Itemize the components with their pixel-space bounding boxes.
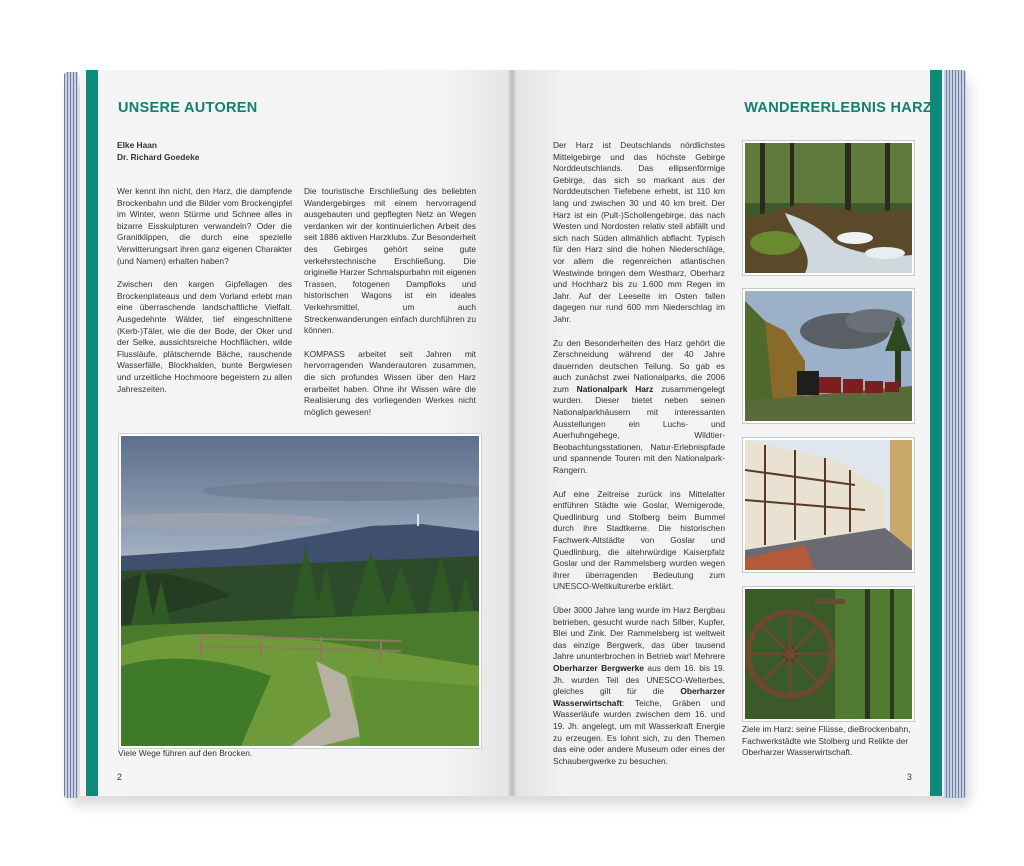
left-accent-bar bbox=[86, 70, 98, 796]
right-text-column bbox=[553, 140, 725, 779]
page-number-right: 3 bbox=[907, 772, 912, 782]
book-spine bbox=[508, 70, 516, 796]
paragraph: KOMPASS arbeitet seit Jahren mit hervorragenden Wanderautoren zusammen, die sich profundes Wissen über den Harz erarbeitet haben. Ohne ihr Wissen wäre die Realisierung des vorliegenden Werkes nicht möglich gewesen! bbox=[304, 348, 476, 417]
left-section-title: UNSERE AUTOREN bbox=[118, 100, 258, 116]
page-edges-left bbox=[64, 72, 78, 798]
author-name: Elke Haan bbox=[117, 140, 158, 150]
paragraph: Zu den Besonderheiten des Harz gehört die Zerschneidung während der 40 Jahre dauernden deutschen Teilung. So gab es auch zunächst zwei Nationalparks, die 2006 zum Nationalpark Harz zusammengelegt wurden. Dieser bietet neben seinen Nationalparkhäusern mit interessanten Ausstellungen ein Luchs- und Auerhuhngehege, Wildtier-Beobachtungsstationen, Natur-Erlebnispfade und spannende Touren mit den Nationalpark-Rangern. bbox=[553, 337, 725, 476]
paragraph: Wer kennt ihn nicht, den Harz, die dampfende Brockenbahn und die Bilder vom Brockengipfel im Winter, wenn Stürme und Schnee alles in bizarre Eisskulpturen verwandeln? Oder die Granitklippen, die durch eine spezielle Verwitterungsart ihren ganz eigenen Charakter (und Namen) erhalten haben? bbox=[117, 186, 292, 266]
bold-term: Nationalpark Harz bbox=[576, 383, 654, 394]
paragraph: Der Harz ist Deutschlands nördlichstes Mittelgebirge und das höchste Gebirge Norddeutschlands. Das ellipsenförmige Gebirge, das sich so markant aus der Norddeutschen Tiefebene erhebt, ist 110 km lang und zwischen 30 und 40 km breit. Der Harz ist ein (Pult-)Schollengebirge, das nach Westen und Nordosten relativ steil abfällt und sich nach Süden allmählich abflacht. Typisch für den Harz sind die hohen Niederschläge, vor allem die regenreichen atlantischen Westwinde bringen dem Westharz, Oberharz und Hochharz bis zu 1.600 mm Regen im Jahr. Auf der Leeseite im Osten fallen dagegen nur rund 600 mm Niederschlag im Jahr. bbox=[553, 140, 725, 324]
author-list bbox=[117, 140, 199, 163]
water-wheel-photo bbox=[743, 587, 914, 721]
forest-stream-photo bbox=[743, 141, 914, 275]
page-number-left: 2 bbox=[117, 772, 122, 782]
bold-term: Oberharzer Bergwerke bbox=[553, 662, 644, 673]
paragraph: Die touristische Erschließung des beliebten Wandergebirges mit einem hervorragend ausgebauten und gepflegten Netz an Wegen verdanken wir der kontinuierlichen Arbeit des seit 1886 aktiven Harzklubs. Zur Besonderheit des Gebirges gehört seine gute verkehrstechnische Erschließung. Die originelle Harzer Schmalspurbahn mit eigenen Trassen, fotogenen Dampfloks und historischen Wagons ist ein ideales Verkehrsmittel, um auch Streckenwanderungen einfach durchführen zu können. bbox=[304, 186, 476, 336]
right-section-title: WANDERERLEBNIS HARZ bbox=[744, 100, 932, 116]
left-column-2 bbox=[304, 186, 476, 430]
steam-train-photo bbox=[743, 289, 914, 423]
page-edges-right bbox=[944, 70, 966, 798]
bold-term: Oberharzer Wasserwirtschaft bbox=[553, 686, 725, 708]
paragraph: Zwischen den kargen Gipfellagen des Brockenplateaus und dem Vorland erlebt man eine überraschende landschaftliche Vielfalt. Ausgedehnte Wälder, tief eingeschnittene (Kerb-)Täler, wie die der Bode, der Oker und der Selke, aussichtsreiche Hochflächen, wilde Flussläufe, plätschernde Bäche, rauschende Wasserfälle, Blockhalden, bunte Bergwiesen und urzeitliche Hochmoore begeistern zu allen Jahreszeiten. bbox=[117, 279, 292, 394]
right-photo-caption: Ziele im Harz: seine Flüsse, dieBrockenbahn, Fachwerkstädte wie Stolberg und Relikte der Oberharzer Wasserwirtschaft. bbox=[742, 724, 911, 757]
brocken-landscape-photo bbox=[119, 434, 481, 748]
right-accent-bar bbox=[930, 70, 942, 796]
author-name: Dr. Richard Goedeke bbox=[117, 151, 200, 162]
paragraph: Über 3000 Jahre lang wurde im Harz Bergbau betrieben, gesucht wurde nach Silber, Kupfer, Blei und Zink. Der Rammelsberg ist weltweit das einzige Bergwerk, das über tausend Jahre ununterbrochen in Betrieb war! Mehrere Oberharzer Bergwerke aus dem 16. bis 19. Jh. wurden Teil des UNESCO-Welterbes, gleiches gilt für die Oberharzer Wasserwirtschaft: Teiche, Gräben und Wasserläufe wurden zwischen dem 16. und 19. Jh. angelegt, um mit Wasserkraft Energie zu erzeugen. Es lohnt sich, zu den Themen das eine oder andere Museum oder eines der Schaubergwerke zu besuchen. bbox=[553, 604, 726, 766]
paragraph: Auf eine Zeitreise zurück ins Mittelalter entführen Städte wie Goslar, Wernigerode, Quedlinburg und Stolberg beim Bummel durch ihre Stadtkerne. Die historischen Fachwerk-Altstädte von Goslar und Quedlinburg, die altehrwürdige Kaiserpfalz Goslar und der Rammelsberg wurden wegen ihrer überragenden Bedeutung zum UNESCO-Weltkulturerbe erklärt. bbox=[553, 488, 725, 592]
half-timbered-street-photo bbox=[743, 438, 914, 572]
left-column-1 bbox=[117, 186, 292, 407]
left-photo-caption: Viele Wege führen auf den Brocken. bbox=[118, 748, 253, 758]
